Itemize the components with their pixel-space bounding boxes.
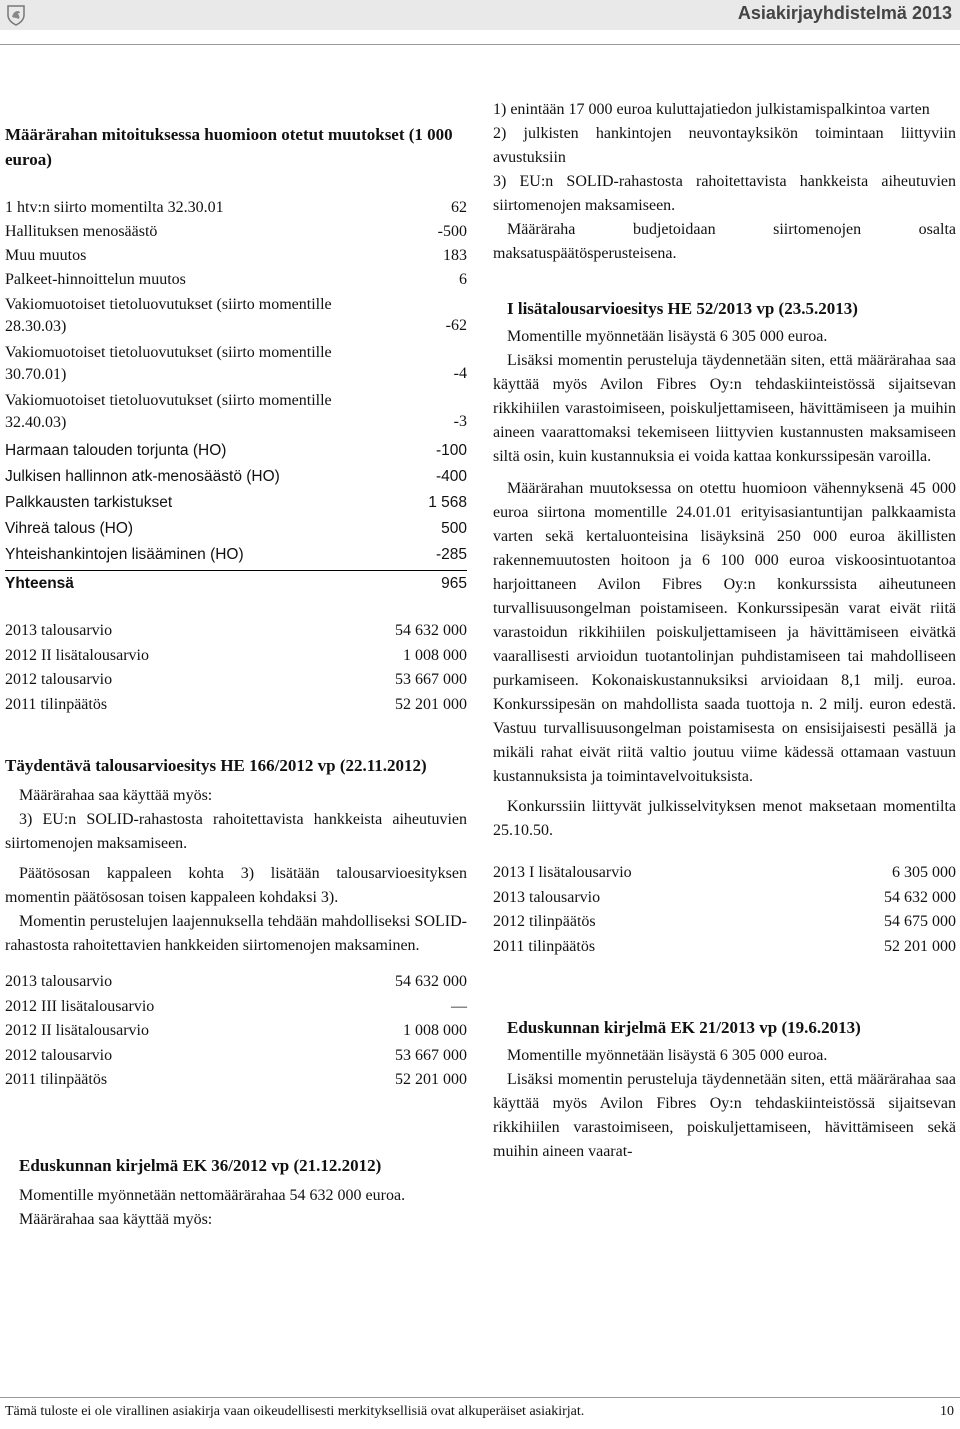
table-row (5, 220, 467, 244)
row-value: 6 (459, 271, 467, 288)
table-row (493, 861, 956, 886)
row-value: — (451, 997, 467, 1015)
table-row (5, 668, 467, 693)
row-label: Vakiomuotoiset tietoluovutukset (siirto momentille 28.30.03) (5, 296, 332, 335)
paragraph: Momentin perustelujen laajennuksella tehdään mahdolliseksi SOLID-rahastosta rahoitettavien hankkeiden siirtomenojen maksaminen. (5, 913, 467, 954)
table-row (5, 490, 467, 516)
paragraph: 3) EU:n SOLID-rahastosta rahoitettavista hankkeista aiheutuvien siirtomenojen maksamiseen. (5, 811, 467, 852)
budget-table-2 (5, 970, 467, 1093)
paragraph: Lisäksi momentin perusteluja täydennetään siten, että määrärahaa saa käyttää myös Avilon Fibres Oy:n tehdaskiinteistössä sijaitsevan rikkihiilen varastoimiseen, poiskuljettamiseen, hävittämiseen sekä muihin aineen vaarat- (493, 1071, 956, 1160)
row-value: 1 008 000 (403, 1022, 467, 1039)
row-value: 54 632 000 (395, 622, 467, 639)
paragraph: Konkurssiin liittyvät julkisselvityksen menot maksetaan momentilta 25.10.50. (493, 798, 956, 839)
row-label: Muu muutos (5, 247, 87, 264)
row-label: Vakiomuotoiset tietoluovutukset (siirto momentille 30.70.01) (5, 344, 332, 383)
row-label: 2011 tilinpäätös (5, 1071, 108, 1088)
row-value: 183 (443, 247, 467, 264)
page-number: 10 (940, 1404, 954, 1419)
paragraph: Määrärahan muutoksessa on otettu huomioon vähennyksenä 45 000 euroa siirtona momentille 24.01.01 erityisasiantuntijan palkkaamista varten sekä kertaluonteisina lisäyksinä 250 000 euroa äkillisten rakennemuutosten hoitoon ja 6 100 000 euroa viskoosintuotantoa harjoittaneen Avilon Fibres Oy:n konkurssista aiheutuneen turvallisuusongelman poistamiseen. Konkurssipesän varat eivät riitä varastoidun rikkihiilen poiskuljettamiseen ja hävittämiseen eivätkä vaarallisesti arvioidun tuotantolinjan puhdistamiseen tai mahdolliseen purkamiseen. Kokonaiskustannuksiksi arvioidaan 8,1 milj. euroa. Konkurssipesän on mahdollista saada tuottoja n. 2 milj. euron edestä. Vastuu turvallisuusongelman poistamisesta on ensisijaisesti pesällä ja mikäli rahat eivät riitä valtio joutuu viime kädessä ottamaan vastuun kustannuksista ja toimintavelvoituksista. (493, 480, 956, 785)
row-value: -100 (435, 442, 467, 459)
row-label: Hallituksen menosäästö (5, 223, 158, 240)
total-label: Yhteensä (5, 575, 74, 592)
supplementary-budget-title: Täydentävä talousarvioesitys HE 166/2012 vp (22.11.2012) (5, 756, 427, 775)
row-value: -4 (453, 365, 467, 382)
finnish-lion-crest-icon (4, 3, 28, 27)
row-label: 2011 tilinpäätös (493, 937, 596, 955)
table-row (493, 935, 956, 960)
paragraph: Momentille myönnetään nettomäärärahaa 54 632 000 euroa. (19, 1186, 406, 1204)
row-value: 54 675 000 (884, 913, 956, 930)
table-row (5, 995, 467, 1020)
row-value: 62 (451, 199, 467, 216)
table-row (5, 294, 467, 338)
row-value: 53 667 000 (395, 1046, 467, 1064)
paragraph: Määräraha budjetoidaan siirtomenojen osalta maksatuspäätösperusteisena. (493, 221, 956, 262)
row-value: 52 201 000 (395, 1071, 467, 1088)
row-value: -62 (445, 317, 467, 334)
list-item: 3) EU:n SOLID-rahastosta rahoitettavista hankkeista aiheutuvien siirtomenojen maksamiseen. (493, 173, 956, 214)
row-value: -500 (437, 223, 467, 240)
row-label: 2013 talousarvio (493, 888, 601, 906)
table-row (5, 464, 467, 490)
paragraph: Määrärahaa saa käyttää myös: (19, 787, 213, 804)
row-value: 54 632 000 (395, 973, 467, 990)
row-label: 2013 talousarvio (5, 622, 113, 639)
table-row (493, 886, 956, 911)
row-label: 2011 tilinpäätös (5, 695, 108, 713)
bottom-divider (0, 1397, 960, 1398)
row-value: 500 (441, 520, 467, 537)
changes-table (5, 196, 467, 597)
table-row (5, 516, 467, 542)
row-label: 2012 tilinpäätös (493, 913, 596, 930)
parliament-letter-title: Eduskunnan kirjelmä EK 36/2012 vp (21.12.2012) (19, 1155, 382, 1175)
row-label: Yhteishankintojen lisääminen (HO) (5, 546, 244, 563)
row-value: -3 (453, 413, 467, 430)
row-label: 2013 talousarvio (5, 973, 113, 990)
table-row (5, 342, 467, 386)
row-label: Harmaan talouden torjunta (HO) (5, 442, 227, 459)
row-label: Palkkausten tarkistukset (5, 494, 173, 511)
row-value: 53 667 000 (395, 671, 467, 688)
list-item: 2) julkisten hankintojen neuvontayksikön toimintaan liittyviin avustuksiin (493, 125, 956, 166)
row-value: 54 632 000 (884, 888, 956, 906)
total-value: 965 (441, 575, 467, 592)
row-label: 2012 talousarvio (5, 1046, 113, 1064)
row-value: 1 568 (428, 494, 467, 511)
left-column (5, 98, 467, 1232)
budget-table-3 (493, 861, 956, 959)
table-row (5, 438, 467, 464)
parliament-letter-title: Eduskunnan kirjelmä EK 21/2013 vp (19.6.2013) (507, 1018, 861, 1037)
footer-disclaimer: Tämä tuloste ei ole virallinen asiakirja vaan oikeudellisesti merkityksellisiä ovat alkuperäiset asiakirjat. (5, 1404, 585, 1419)
table-row (5, 390, 467, 434)
paragraph: Päätösosan kappaleen kohta 3) lisätään talousarvioesityksen momentin päätösosan toisen kappaleen kohdaksi 3). (5, 865, 467, 906)
table-row (5, 644, 467, 669)
row-label: Vihreä talous (HO) (5, 520, 134, 537)
budget-table-1 (5, 619, 467, 717)
row-value: 1 008 000 (403, 646, 467, 664)
total-row (5, 570, 467, 597)
table-row (5, 1019, 467, 1044)
paragraph: Määrärahaa saa käyttää myös: (19, 1210, 213, 1228)
supplementary-budget-title: I lisätalousarvioesitys HE 52/2013 vp (23.5.2013) (507, 299, 858, 318)
row-label: Vakiomuotoiset tietoluovutukset (siirto momentille 32.40.03) (5, 392, 332, 431)
paragraph: Lisäksi momentin perusteluja täydennetään siten, että määrärahaa saa käyttää myös Avilon Fibres Oy:n tehdaskiinteistössä sijaitsevan rikkihiilen varastoimiseen, poiskuljettamiseen, hävittämiseen ja muihin aineen vaarattomaksi tekemiseen liittyvien kustannusten maksamiseen siltä osin, kuin kustannuksia ei voida kattaa konkurssipesän varoilla. (493, 352, 956, 465)
table-row (493, 910, 956, 935)
header-bar (0, 0, 960, 30)
row-label: 2012 III lisätalousarvio (5, 997, 155, 1015)
table-row (5, 1044, 467, 1069)
paragraph: Momentille myönnetään lisäystä 6 305 000 euroa. (507, 1047, 828, 1064)
table-row (5, 1068, 467, 1093)
table-row (5, 542, 467, 568)
table-row (5, 268, 467, 292)
top-divider (0, 44, 960, 45)
table-row (5, 970, 467, 995)
row-label: 2012 talousarvio (5, 671, 113, 688)
table-row (5, 196, 467, 220)
row-label: Palkeet-hinnoittelun muutos (5, 271, 186, 288)
changes-title: Määrärahan mitoituksessa huomioon otetut muutokset (1 000 euroa) (5, 125, 453, 169)
table-row (5, 693, 467, 718)
row-value: -400 (435, 468, 467, 485)
document-collection-title: Asiakirjayhdistelmä 2013 (737, 3, 952, 23)
row-label: 2012 II lisätalousarvio (5, 646, 149, 664)
row-value: 52 201 000 (395, 695, 467, 713)
row-value: 52 201 000 (884, 937, 956, 955)
row-value: 6 305 000 (892, 864, 956, 881)
paragraph: Momentille myönnetään lisäystä 6 305 000 euroa. (507, 328, 828, 345)
row-label: Julkisen hallinnon atk-menosäästö (HO) (5, 468, 280, 485)
table-row (5, 619, 467, 644)
table-row (5, 244, 467, 268)
row-label: 2013 I lisätalousarvio (493, 864, 632, 881)
row-label: 2012 II lisätalousarvio (5, 1022, 149, 1039)
row-label: 1 htv:n siirto momentilta 32.30.01 (5, 199, 224, 216)
right-column (493, 98, 956, 1164)
row-value: -285 (435, 546, 467, 563)
list-item: 1) enintään 17 000 euroa kuluttajatiedon julkistamispalkintoa varten (493, 101, 930, 118)
